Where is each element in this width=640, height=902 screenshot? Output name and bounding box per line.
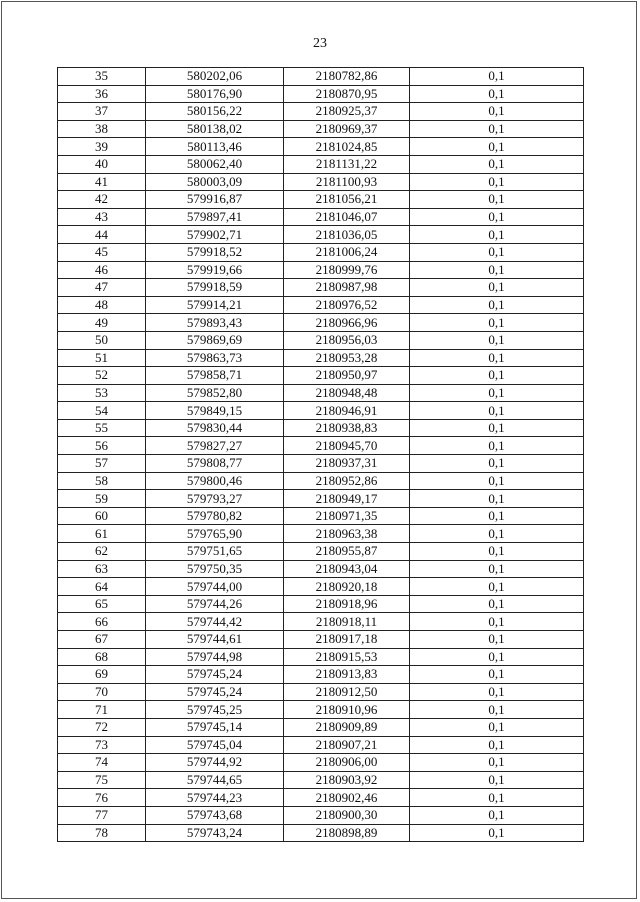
point-number-cell: 47 xyxy=(58,279,146,297)
y-coordinate-cell: 2180902,46 xyxy=(284,789,410,807)
accuracy-cell: 0,1 xyxy=(410,261,584,279)
y-coordinate-cell: 2180903,92 xyxy=(284,771,410,789)
table-row xyxy=(58,525,584,543)
accuracy-cell: 0,1 xyxy=(410,824,584,842)
point-number-cell: 67 xyxy=(58,631,146,649)
accuracy-cell: 0,1 xyxy=(410,771,584,789)
y-coordinate-cell: 2180909,89 xyxy=(284,718,410,736)
point-number-cell: 35 xyxy=(58,68,146,86)
x-coordinate-cell: 579744,00 xyxy=(146,578,284,596)
y-coordinate-cell: 2181036,05 xyxy=(284,226,410,244)
point-number-cell: 62 xyxy=(58,543,146,561)
table-row xyxy=(58,419,584,437)
x-coordinate-cell: 579744,92 xyxy=(146,754,284,772)
accuracy-cell: 0,1 xyxy=(410,666,584,684)
accuracy-cell: 0,1 xyxy=(410,68,584,86)
table-row xyxy=(58,613,584,631)
table-row xyxy=(58,648,584,666)
accuracy-cell: 0,1 xyxy=(410,103,584,121)
x-coordinate-cell: 579745,24 xyxy=(146,666,284,684)
table-row xyxy=(58,736,584,754)
table-row xyxy=(58,191,584,209)
point-number-cell: 46 xyxy=(58,261,146,279)
accuracy-cell: 0,1 xyxy=(410,173,584,191)
point-number-cell: 38 xyxy=(58,120,146,138)
table-row xyxy=(58,455,584,473)
accuracy-cell: 0,1 xyxy=(410,155,584,173)
table-row xyxy=(58,173,584,191)
y-coordinate-cell: 2180963,38 xyxy=(284,525,410,543)
table-row xyxy=(58,138,584,156)
table-row xyxy=(58,155,584,173)
y-coordinate-cell: 2180949,17 xyxy=(284,490,410,508)
y-coordinate-cell: 2180910,96 xyxy=(284,701,410,719)
table-row xyxy=(58,771,584,789)
y-coordinate-cell: 2180782,86 xyxy=(284,68,410,86)
table-row xyxy=(58,701,584,719)
y-coordinate-cell: 2181100,93 xyxy=(284,173,410,191)
x-coordinate-cell: 579745,24 xyxy=(146,683,284,701)
table-row xyxy=(58,754,584,772)
y-coordinate-cell: 2180937,31 xyxy=(284,455,410,473)
point-number-cell: 74 xyxy=(58,754,146,772)
accuracy-cell: 0,1 xyxy=(410,243,584,261)
y-coordinate-cell: 2180870,95 xyxy=(284,85,410,103)
point-number-cell: 36 xyxy=(58,85,146,103)
point-number-cell: 71 xyxy=(58,701,146,719)
point-number-cell: 56 xyxy=(58,437,146,455)
accuracy-cell: 0,1 xyxy=(410,296,584,314)
point-number-cell: 37 xyxy=(58,103,146,121)
coordinates-table xyxy=(57,67,584,842)
point-number-cell: 72 xyxy=(58,718,146,736)
x-coordinate-cell: 579863,73 xyxy=(146,349,284,367)
x-coordinate-cell: 579745,25 xyxy=(146,701,284,719)
y-coordinate-cell: 2180918,96 xyxy=(284,595,410,613)
accuracy-cell: 0,1 xyxy=(410,331,584,349)
table-row xyxy=(58,349,584,367)
y-coordinate-cell: 2180946,91 xyxy=(284,402,410,420)
point-number-cell: 45 xyxy=(58,243,146,261)
x-coordinate-cell: 579902,71 xyxy=(146,226,284,244)
accuracy-cell: 0,1 xyxy=(410,472,584,490)
point-number-cell: 59 xyxy=(58,490,146,508)
accuracy-cell: 0,1 xyxy=(410,507,584,525)
x-coordinate-cell: 579858,71 xyxy=(146,367,284,385)
table-row xyxy=(58,331,584,349)
x-coordinate-cell: 579743,68 xyxy=(146,806,284,824)
accuracy-cell: 0,1 xyxy=(410,191,584,209)
accuracy-cell: 0,1 xyxy=(410,226,584,244)
point-number-cell: 48 xyxy=(58,296,146,314)
x-coordinate-cell: 579744,98 xyxy=(146,648,284,666)
accuracy-cell: 0,1 xyxy=(410,560,584,578)
table-row xyxy=(58,718,584,736)
page-number: 23 xyxy=(313,36,327,51)
table-row xyxy=(58,226,584,244)
accuracy-cell: 0,1 xyxy=(410,138,584,156)
accuracy-cell: 0,1 xyxy=(410,648,584,666)
table-row xyxy=(58,120,584,138)
table-row xyxy=(58,578,584,596)
accuracy-cell: 0,1 xyxy=(410,384,584,402)
table-row xyxy=(58,402,584,420)
y-coordinate-cell: 2180913,83 xyxy=(284,666,410,684)
x-coordinate-cell: 580003,09 xyxy=(146,173,284,191)
table-row xyxy=(58,103,584,121)
x-coordinate-cell: 579849,15 xyxy=(146,402,284,420)
accuracy-cell: 0,1 xyxy=(410,613,584,631)
x-coordinate-cell: 579744,61 xyxy=(146,631,284,649)
x-coordinate-cell: 579793,27 xyxy=(146,490,284,508)
y-coordinate-cell: 2180938,83 xyxy=(284,419,410,437)
x-coordinate-cell: 579780,82 xyxy=(146,507,284,525)
point-number-cell: 58 xyxy=(58,472,146,490)
accuracy-cell: 0,1 xyxy=(410,578,584,596)
y-coordinate-cell: 2181056,21 xyxy=(284,191,410,209)
table-row xyxy=(58,261,584,279)
y-coordinate-cell: 2180969,37 xyxy=(284,120,410,138)
x-coordinate-cell: 579914,21 xyxy=(146,296,284,314)
point-number-cell: 78 xyxy=(58,824,146,842)
y-coordinate-cell: 2180945,70 xyxy=(284,437,410,455)
point-number-cell: 51 xyxy=(58,349,146,367)
x-coordinate-cell: 579919,66 xyxy=(146,261,284,279)
x-coordinate-cell: 579800,46 xyxy=(146,472,284,490)
y-coordinate-cell: 2181024,85 xyxy=(284,138,410,156)
accuracy-cell: 0,1 xyxy=(410,419,584,437)
x-coordinate-cell: 579750,35 xyxy=(146,560,284,578)
table-row xyxy=(58,85,584,103)
table-row xyxy=(58,595,584,613)
point-number-cell: 70 xyxy=(58,683,146,701)
point-number-cell: 73 xyxy=(58,736,146,754)
y-coordinate-cell: 2180953,28 xyxy=(284,349,410,367)
x-coordinate-cell: 579765,90 xyxy=(146,525,284,543)
accuracy-cell: 0,1 xyxy=(410,437,584,455)
y-coordinate-cell: 2180906,00 xyxy=(284,754,410,772)
y-coordinate-cell: 2180915,53 xyxy=(284,648,410,666)
point-number-cell: 43 xyxy=(58,208,146,226)
accuracy-cell: 0,1 xyxy=(410,789,584,807)
point-number-cell: 40 xyxy=(58,155,146,173)
point-number-cell: 50 xyxy=(58,331,146,349)
accuracy-cell: 0,1 xyxy=(410,595,584,613)
point-number-cell: 41 xyxy=(58,173,146,191)
accuracy-cell: 0,1 xyxy=(410,490,584,508)
accuracy-cell: 0,1 xyxy=(410,736,584,754)
table-row xyxy=(58,789,584,807)
x-coordinate-cell: 579744,26 xyxy=(146,595,284,613)
table-row xyxy=(58,472,584,490)
y-coordinate-cell: 2180912,50 xyxy=(284,683,410,701)
point-number-cell: 60 xyxy=(58,507,146,525)
y-coordinate-cell: 2180907,21 xyxy=(284,736,410,754)
accuracy-cell: 0,1 xyxy=(410,402,584,420)
table-row xyxy=(58,243,584,261)
y-coordinate-cell: 2181006,24 xyxy=(284,243,410,261)
table-row xyxy=(58,279,584,297)
accuracy-cell: 0,1 xyxy=(410,543,584,561)
x-coordinate-cell: 579827,27 xyxy=(146,437,284,455)
x-coordinate-cell: 579744,42 xyxy=(146,613,284,631)
x-coordinate-cell: 580202,06 xyxy=(146,68,284,86)
x-coordinate-cell: 579808,77 xyxy=(146,455,284,473)
y-coordinate-cell: 2180950,97 xyxy=(284,367,410,385)
y-coordinate-cell: 2180971,35 xyxy=(284,507,410,525)
y-coordinate-cell: 2180925,37 xyxy=(284,103,410,121)
accuracy-cell: 0,1 xyxy=(410,367,584,385)
point-number-cell: 63 xyxy=(58,560,146,578)
table-row xyxy=(58,560,584,578)
x-coordinate-cell: 579918,59 xyxy=(146,279,284,297)
x-coordinate-cell: 579918,52 xyxy=(146,243,284,261)
table-row xyxy=(58,490,584,508)
accuracy-cell: 0,1 xyxy=(410,631,584,649)
table-row xyxy=(58,666,584,684)
point-number-cell: 65 xyxy=(58,595,146,613)
point-number-cell: 68 xyxy=(58,648,146,666)
y-coordinate-cell: 2180966,96 xyxy=(284,314,410,332)
point-number-cell: 44 xyxy=(58,226,146,244)
y-coordinate-cell: 2181046,07 xyxy=(284,208,410,226)
x-coordinate-cell: 580138,02 xyxy=(146,120,284,138)
table-row xyxy=(58,208,584,226)
accuracy-cell: 0,1 xyxy=(410,208,584,226)
accuracy-cell: 0,1 xyxy=(410,279,584,297)
point-number-cell: 75 xyxy=(58,771,146,789)
point-number-cell: 53 xyxy=(58,384,146,402)
x-coordinate-cell: 579916,87 xyxy=(146,191,284,209)
y-coordinate-cell: 2180987,98 xyxy=(284,279,410,297)
point-number-cell: 61 xyxy=(58,525,146,543)
table-row xyxy=(58,507,584,525)
y-coordinate-cell: 2180955,87 xyxy=(284,543,410,561)
y-coordinate-cell: 2180976,52 xyxy=(284,296,410,314)
coordinates-table-body xyxy=(58,68,584,842)
y-coordinate-cell: 2181131,22 xyxy=(284,155,410,173)
point-number-cell: 54 xyxy=(58,402,146,420)
x-coordinate-cell: 580176,90 xyxy=(146,85,284,103)
y-coordinate-cell: 2180920,18 xyxy=(284,578,410,596)
point-number-cell: 64 xyxy=(58,578,146,596)
x-coordinate-cell: 579744,65 xyxy=(146,771,284,789)
accuracy-cell: 0,1 xyxy=(410,349,584,367)
table-row xyxy=(58,631,584,649)
accuracy-cell: 0,1 xyxy=(410,701,584,719)
x-coordinate-cell: 579897,41 xyxy=(146,208,284,226)
x-coordinate-cell: 579893,43 xyxy=(146,314,284,332)
x-coordinate-cell: 579852,80 xyxy=(146,384,284,402)
y-coordinate-cell: 2180956,03 xyxy=(284,331,410,349)
y-coordinate-cell: 2180952,86 xyxy=(284,472,410,490)
accuracy-cell: 0,1 xyxy=(410,525,584,543)
x-coordinate-cell: 580113,46 xyxy=(146,138,284,156)
x-coordinate-cell: 579744,23 xyxy=(146,789,284,807)
table-row xyxy=(58,543,584,561)
point-number-cell: 57 xyxy=(58,455,146,473)
y-coordinate-cell: 2180898,89 xyxy=(284,824,410,842)
y-coordinate-cell: 2180943,04 xyxy=(284,560,410,578)
point-number-cell: 55 xyxy=(58,419,146,437)
accuracy-cell: 0,1 xyxy=(410,718,584,736)
table-row xyxy=(58,824,584,842)
table-row xyxy=(58,806,584,824)
x-coordinate-cell: 579745,14 xyxy=(146,718,284,736)
x-coordinate-cell: 579745,04 xyxy=(146,736,284,754)
point-number-cell: 42 xyxy=(58,191,146,209)
table-row xyxy=(58,437,584,455)
point-number-cell: 52 xyxy=(58,367,146,385)
x-coordinate-cell: 579830,44 xyxy=(146,419,284,437)
x-coordinate-cell: 579743,24 xyxy=(146,824,284,842)
accuracy-cell: 0,1 xyxy=(410,314,584,332)
x-coordinate-cell: 579869,69 xyxy=(146,331,284,349)
y-coordinate-cell: 2180918,11 xyxy=(284,613,410,631)
x-coordinate-cell: 580062,40 xyxy=(146,155,284,173)
y-coordinate-cell: 2180900,30 xyxy=(284,806,410,824)
accuracy-cell: 0,1 xyxy=(410,455,584,473)
accuracy-cell: 0,1 xyxy=(410,754,584,772)
accuracy-cell: 0,1 xyxy=(410,806,584,824)
x-coordinate-cell: 579751,65 xyxy=(146,543,284,561)
point-number-cell: 69 xyxy=(58,666,146,684)
table-row xyxy=(58,367,584,385)
point-number-cell: 49 xyxy=(58,314,146,332)
y-coordinate-cell: 2180917,18 xyxy=(284,631,410,649)
y-coordinate-cell: 2180999,76 xyxy=(284,261,410,279)
accuracy-cell: 0,1 xyxy=(410,85,584,103)
table-row xyxy=(58,683,584,701)
x-coordinate-cell: 580156,22 xyxy=(146,103,284,121)
table-row xyxy=(58,68,584,86)
point-number-cell: 76 xyxy=(58,789,146,807)
accuracy-cell: 0,1 xyxy=(410,683,584,701)
point-number-cell: 77 xyxy=(58,806,146,824)
table-row xyxy=(58,314,584,332)
accuracy-cell: 0,1 xyxy=(410,120,584,138)
y-coordinate-cell: 2180948,48 xyxy=(284,384,410,402)
table-row xyxy=(58,384,584,402)
point-number-cell: 39 xyxy=(58,138,146,156)
point-number-cell: 66 xyxy=(58,613,146,631)
table-row xyxy=(58,296,584,314)
